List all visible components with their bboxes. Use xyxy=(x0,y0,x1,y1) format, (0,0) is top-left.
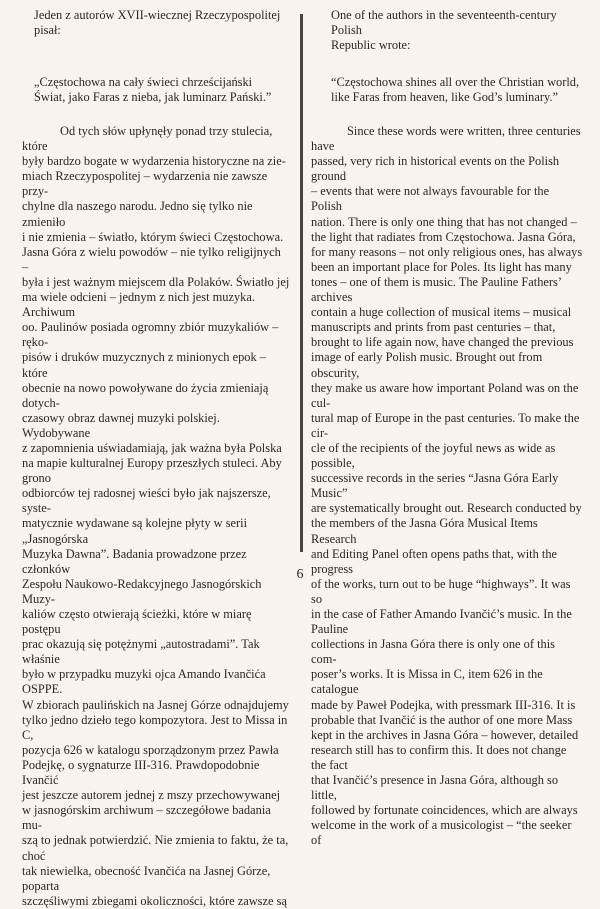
page-number: 6 xyxy=(296,567,304,582)
english-quote: “Częstochowa shines all over the Christian world, like Faras from heaven, like God’s luminary.” xyxy=(331,75,580,105)
polish-intro: Jeden z autorów XVII-wiecznej Rzeczypospolitej pisał: xyxy=(34,8,281,38)
english-intro: One of the authors in the seventeenth-century Polish Republic wrote: xyxy=(331,8,557,53)
column-divider xyxy=(300,14,303,552)
english-body: Since these words were written, three centuries have passed, very rich in historical events on the Polish ground – events that were not always favourable for the Polish nation. There is only one thing that has not changed – the light that radiates from Częstochowa. Jasna Góra, for many reasons – not only religious ones, has always been an important place for Poles. Its light has many tones – one of them is music. The Pauline Fathers’ archives contain a huge collection of musical items – musical manuscripts and prints from past centuries – that, brought to life again now, have changed the previous image of early Polish music. Brought out from obscurity, they make us aware how important Poland was on the cul- tural map of Europe in the past centuries. To make the cir- cle of the recipients of the joyful news as wide as possible, successive records in the series “Jasna Góra Early Music” are systematically brought out. Research conducted by the members of the Jasna Góra Musical Items Research and Editing Panel often opens paths that, with the progress of the works, turn out to be huge “highways”. It was so in the case of Father Amando Ivančić’s music. In the Pauline collections in Jasna Góra there is only one of this com- poser’s works. It is Missa in C, item 626 in the catalogue made by Paweł Podejka, with pressmark III-316. It is probable that Ivančić is the author of one more Mass kept in the archives in Jasna Góra – however, detailed research still has to confirm this. It does not change the fact that Ivančić’s presence in Jasna Góra, although so little, followed by fortunate coincidences, which are always welcome in the work of a musicologist – “the seeker of xyxy=(311,124,583,848)
polish-body: Od tych słów upłynęły ponad trzy stulecia, które były bardzo bogate w wydarzenia historyczne na zie- miach Rzeczypospolitej – wydarzenia nie zawsze przy- chylne dla naszego narodu. Jedno się tylko nie zmieniło i nie zmienia – światło, którym świeci Częstochowa. Jasna Góra z wielu powodów – nie tylko religijnych – była i jest ważnym miejscem dla Polaków. Światło jej ma wiele odcieni – jednym z nich jest muzyka. Archiwum oo. Paulinów posiada ogromny zbiór muzykaliów – ręko- pisów i druków muzycznych z minionych epok – które obecnie na nowo powoływane do życia zmieniają dotych- czasowy obraz dawnej muzyki polskiej. Wydobywane z zapomnienia uświadamiają, jak ważna była Polska na mapie kulturalnej Europy przeszłych stuleci. Aby grono odbiorców tej radosnej wieści było jak najszersze, syste- matycznie wydawane są kolejne płyty w serii „Jasnogórska Muzyka Dawna”. Badania prowadzone przez członków Zespołu Naukowo-Redakcyjnego Jasnogórskich Muzy- kaliów często otwierają ścieżki, które w miarę postępu prac okazują się potężnymi „autostradami”. Tak właśnie było w przypadku muzyki ojca Amando Ivančića OSPPE. W zbiorach paulińskich na Jasnej Górze odnajdujemy tylko jedno dzieło tego kompozytora. Jest to Missa in C, pozycja 626 w katalogu sporządzonym przez Pawła Podejkę, o sygnaturze III-316. Prawdopodobnie Ivančić jest jeszcze autorem jednej z mszy przechowywanej w jasnogórskim archiwum – szczegółowe badania mu- szą to jednak potwierdzić. Nie zmienia to faktu, że ta, choć tak niewielka, obecność Ivančića na Jasnej Górze, poparta szczęśliwymi zbiegami okoliczności, które zawsze są xyxy=(22,124,290,908)
polish-quote: „Częstochowa na cały świeci chrześcijański Świat, jako Faras z nieba, jak luminarz Pański.” xyxy=(34,75,272,105)
